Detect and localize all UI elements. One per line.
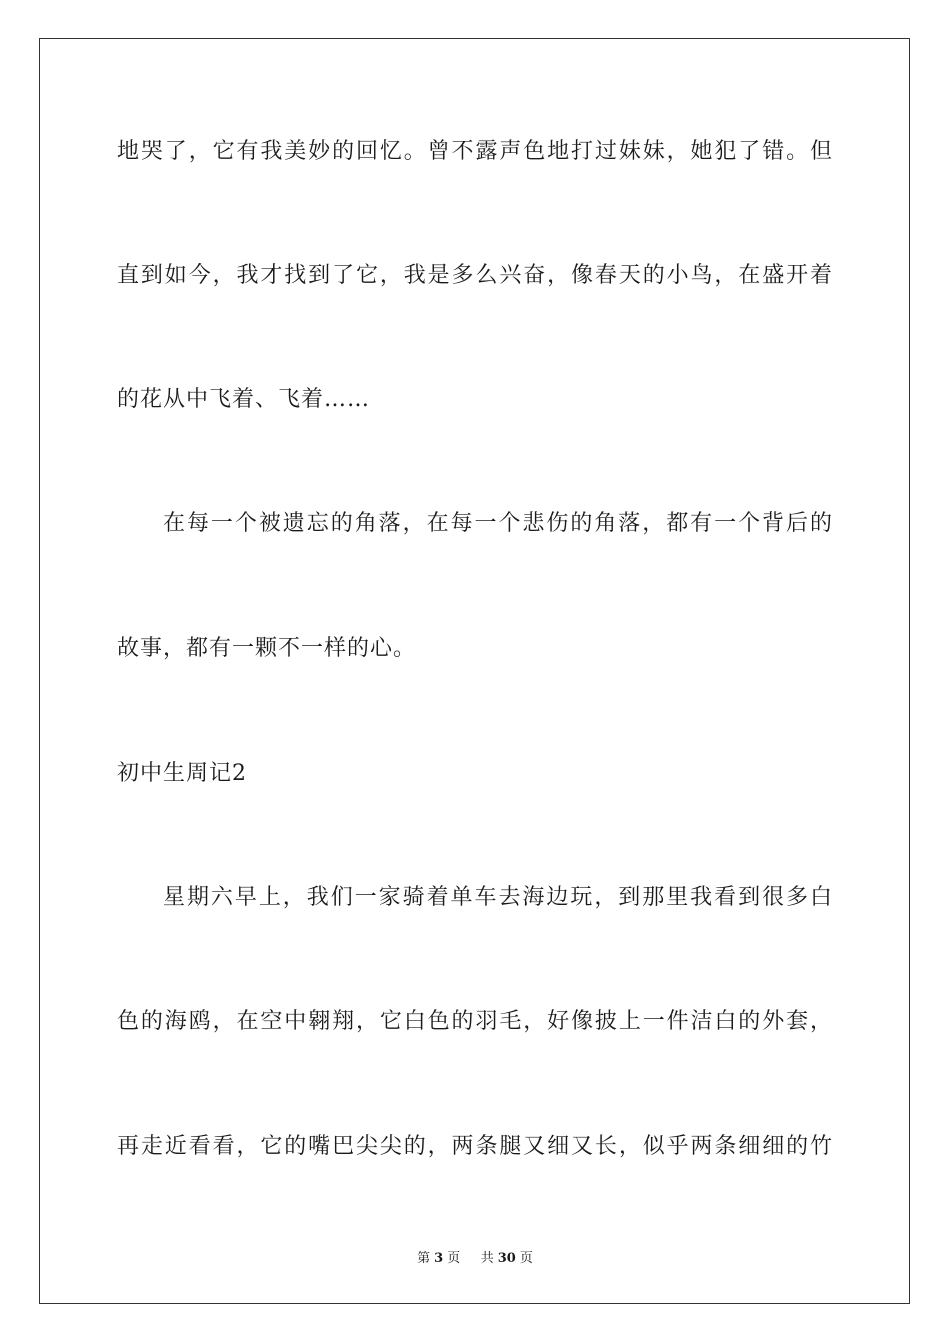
page-border — [39, 38, 910, 1304]
paragraph-start-line-2: 星期六早上，我们一家骑着单车去海边玩，到那里我看到很多白 — [163, 885, 833, 910]
text-line-5: 故事，都有一颗不一样的心。 — [117, 636, 417, 661]
page-prefix: 第 — [417, 1251, 431, 1266]
section-heading: 初中生周记2 — [117, 761, 247, 786]
page-suffix: 页 — [447, 1251, 461, 1266]
current-page-number: 3 — [434, 1251, 444, 1266]
total-page-number: 30 — [497, 1251, 516, 1266]
total-suffix: 页 — [519, 1251, 533, 1266]
text-line-1: 地哭了，它有我美妙的回忆。曾不露声色地打过妹妹，她犯了错。但 — [117, 139, 833, 164]
total-prefix: 共 — [480, 1251, 494, 1266]
paragraph-start-line: 在每一个被遗忘的角落，在每一个悲伤的角落，都有一个背后的 — [163, 511, 833, 536]
text-line-2: 直到如今，我才找到了它，我是多么兴奋，像春天的小鸟，在盛开着 — [117, 263, 833, 288]
page-footer — [0, 1247, 950, 1266]
text-line-8: 色的海鸥，在空中翱翔，它白色的羽毛，好像披上一件洁白的外套， — [117, 1009, 833, 1034]
text-line-3: 的花从中飞着、飞着…… — [117, 387, 371, 412]
text-line-9: 再走近看看，它的嘴巴尖尖的，两条腿又细又长，似乎两条细细的竹 — [117, 1134, 833, 1159]
